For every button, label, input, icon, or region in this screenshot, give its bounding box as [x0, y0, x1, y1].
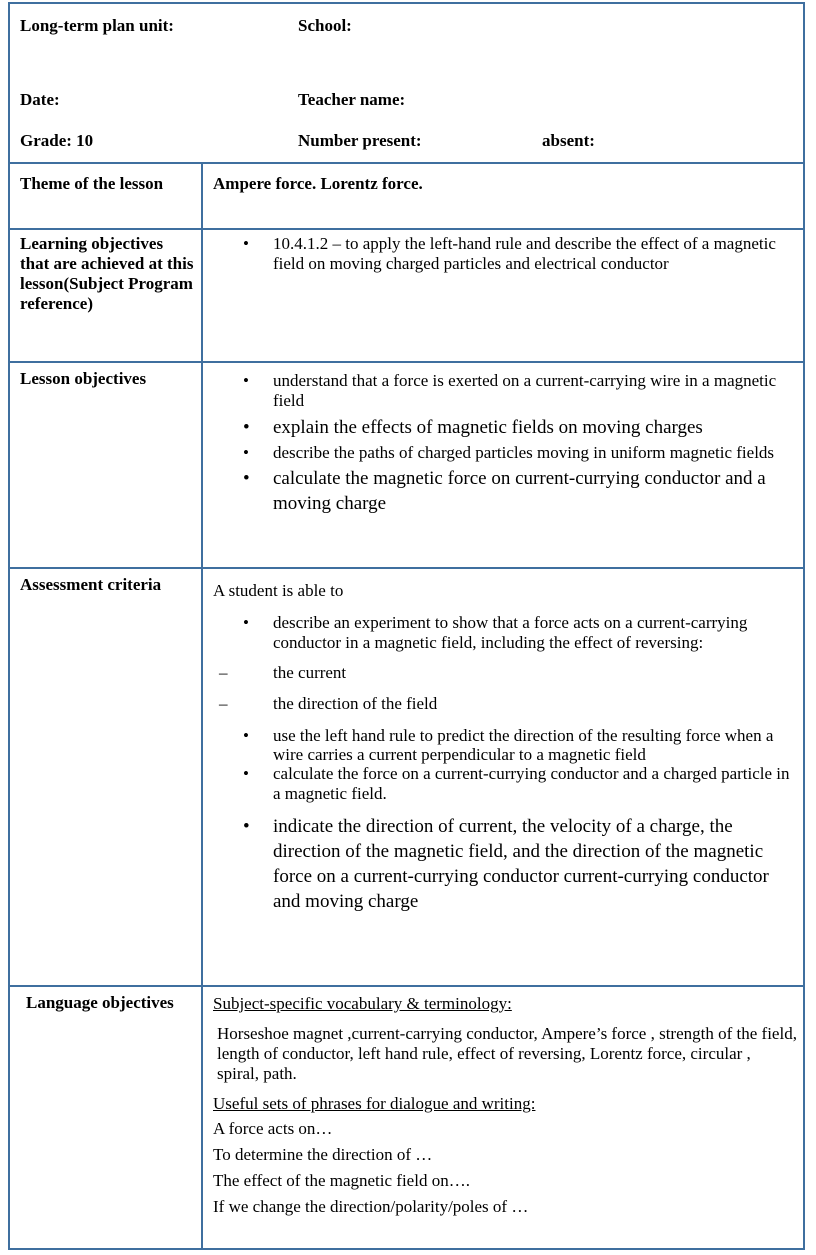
header-block [10, 4, 803, 162]
lesson-objectives-list [213, 371, 797, 516]
phrase-item: If we change the direction/polarity/poles of … [213, 1197, 529, 1216]
list-item: • use the left hand rule to predict the direction of the resulting force when a wire carries a current perpendicular to a magnetic field [213, 726, 797, 764]
phrase-item: To determine the direction of … [213, 1145, 433, 1164]
learning-objectives-label: Learning objectives that are achieved at this lesson(Subject Program reference) [20, 234, 194, 313]
theme-row [10, 162, 803, 228]
learning-objectives-content [213, 234, 797, 274]
learning-objectives-list [213, 234, 797, 274]
list-item: • calculate the force on a current-currying conductor and a charged particle in a magnetic field. [213, 764, 797, 804]
lesson-plan-table [8, 2, 805, 1250]
phrases-heading: Useful sets of phrases for dialogue and writing: [213, 1094, 536, 1113]
theme-value: Ampere force. Lorentz force. [213, 174, 423, 193]
lesson-objectives-label: Lesson objectives [20, 369, 147, 388]
dash-symbol: – [219, 694, 228, 713]
assessment-intro: A student is able to [213, 581, 344, 600]
assessment-list-1 [213, 613, 797, 653]
phrase-item: A force acts on… [213, 1119, 333, 1138]
grade-label: Grade: 10 [20, 131, 94, 150]
present-label: Number present: [298, 131, 422, 150]
absent-label: absent: [542, 131, 595, 150]
language-content [213, 994, 797, 1220]
school-label: School: [298, 16, 352, 35]
list-item: • describe the paths of charged particles moving in uniform magnetic fields [213, 443, 797, 463]
vocab-heading: Subject-specific vocabulary & terminology: [213, 994, 512, 1013]
lesson-objectives-row [10, 361, 803, 567]
unit-label: Long-term plan unit: [20, 16, 174, 35]
language-row [10, 985, 803, 1250]
assessment-list-2 [213, 726, 797, 914]
assessment-content [213, 581, 797, 914]
list-item: • explain the effects of magnetic fields on moving charges [213, 415, 797, 440]
learning-objectives-row [10, 228, 803, 361]
dash-text: the current [273, 663, 347, 682]
list-item: • understand that a force is exerted on a current-carrying wire in a magnetic field [213, 371, 797, 411]
teacher-label: Teacher name: [298, 90, 406, 109]
assessment-label: Assessment criteria [20, 575, 162, 594]
list-item: • calculate the magnetic force on current-currying conductor and a moving charge [213, 466, 797, 516]
dash-item-current [213, 663, 797, 683]
lesson-objectives-content [213, 371, 797, 516]
language-label: Language objectives [26, 993, 174, 1012]
vocab-text: Horseshoe magnet ,current-carrying conductor, Ampere’s force , strength of the field, length of conductor, left hand rule, effect of reversing, Lorentz force, circular , spiral, path. [217, 1024, 797, 1083]
list-item: • describe an experiment to show that a force acts on a current-carrying conductor in a magnetic field, including the effect of reversing: [213, 613, 797, 653]
phrase-item: The effect of the magnetic field on…. [213, 1171, 470, 1190]
dash-item-field [213, 694, 797, 714]
list-item: • indicate the direction of current, the velocity of a charge, the direction of the magnetic field, and the direction of the magnetic force on a current-currying conductor current-currying conductor and moving charge [213, 814, 797, 914]
theme-label: Theme of the lesson [20, 174, 164, 193]
dash-symbol: – [219, 663, 228, 682]
list-item: • 10.4.1.2 – to apply the left-hand rule and describe the effect of a magnetic field on moving charged particles and electrical conductor [213, 234, 797, 274]
dash-text: the direction of the field [273, 694, 438, 713]
assessment-row [10, 567, 803, 985]
date-label: Date: [20, 90, 60, 109]
